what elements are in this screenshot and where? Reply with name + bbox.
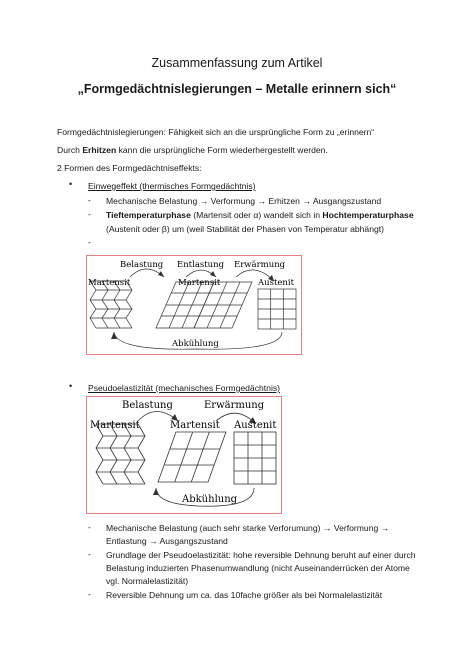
figure-2-label-abkuehlung: Abkühlung [182,494,238,505]
dash-s1-2: - [88,209,91,219]
figure-1-label-austenit: Austenit [258,278,295,288]
document-title: Zusammenfassung zum Artikel [151,56,323,70]
figure-2-austenit-grid [234,432,276,484]
section-1-item-1: Mechanische Belastung → Verformung → Erhitzen → Ausgangszustand [106,196,382,206]
intro-line-1: Formgedächtnislegierungen: Fähigkeit sich an die ursprüngliche Form zu „erinnern“ [57,127,375,137]
figure-1-label-martensit-2: Martensit [178,278,221,288]
dash-s2-1: - [88,522,91,532]
section-1-heading: Einwegeffekt (thermisches Formgedächtnis) [88,181,256,191]
figure-1-label-abkuehlung: Abkühlung [172,339,219,349]
figure-1-einwegeffekt [86,255,302,355]
bullet-section-1: • [69,179,73,189]
intro-line-2-bold: Erhitzen [82,145,117,155]
section-2-item-2-line-3: vgl. Normalelastizität) [106,576,189,586]
figure-1-label-martensit-1: Martensit [88,278,131,288]
figure-2-label-erwaermung: Erwärmung [204,400,265,411]
bullet-section-2: • [69,381,73,391]
figure-2-label-martensit-2: Martensit [170,420,220,431]
figure-1-austenit-grid [258,289,296,329]
section-2-item-3: Reversible Dehnung um ca. das 10fache größer als bei Normalelastizität [106,590,383,600]
section-2-heading: Pseudoelastizität (mechanisches Formgedächtnis) [88,383,281,393]
figure-1-label-erwaermung: Erwärmung [234,260,286,270]
intro-line-2-suffix: kann die ursprüngliche Form wiederhergestellt werden. [116,145,328,155]
figure-2-martensit-grid-2 [158,432,226,482]
intro-line-3: 2 Formen des Formgedächtniseffekts: [57,163,202,173]
intro-line-2-prefix: Durch [57,145,83,155]
section-1-item-2-bold-1: Tieftemperaturphase [106,210,191,220]
section-2-item-1-line-1: Mechanische Belastung (auch sehr starke Verforumung) → Verformung → [106,523,390,533]
section-1-item-2-bold-2: Hochtemperaturphase [322,210,414,220]
figure-2-martensit-grid-1 [96,424,145,484]
figure-2-label-belastung: Belastung [122,400,173,411]
dash-s1-1: - [88,195,91,205]
document-subtitle: „Formgedächtnislegierungen – Metalle erinnern sich“ [77,82,397,96]
section-2-item-2-line-1: Grundlage der Pseudoelastizität: hohe reversible Dehnung beruht auf einer durch [106,550,416,560]
section-1-item-2-cont: (Austenit oder β) um (weil Stabilität der Phasen von Temperatur abhängt) [106,224,385,234]
intro-line-2 [57,144,328,156]
figure-2-label-austenit: Austenit [234,420,277,431]
dash-s2-2: - [88,549,91,559]
figure-1-label-belastung: Belastung [120,260,164,270]
figure-1-label-entlastung: Entlastung [177,260,225,270]
figure-1-arrow-belastung [130,269,164,277]
figure-2-pseudoelastizitaet [86,396,282,514]
figure-2-label-martensit-1: Martensit [90,420,140,431]
section-1-item-2 [106,209,421,221]
section-2-item-2-line-2: Belastung induzierten Phasenumwandlung (nicht Auseinanderrücken der Atome [106,563,410,573]
dash-s2-3: - [88,589,91,599]
section-1-item-2-mid: (Martensit oder α) wandelt sich in [190,210,323,220]
dash-s1-3: - [88,237,91,247]
section-2-item-1-line-2: Entlastung → Ausgangszustand [106,536,228,546]
figure-1-martensit-grid-1 [90,281,132,328]
